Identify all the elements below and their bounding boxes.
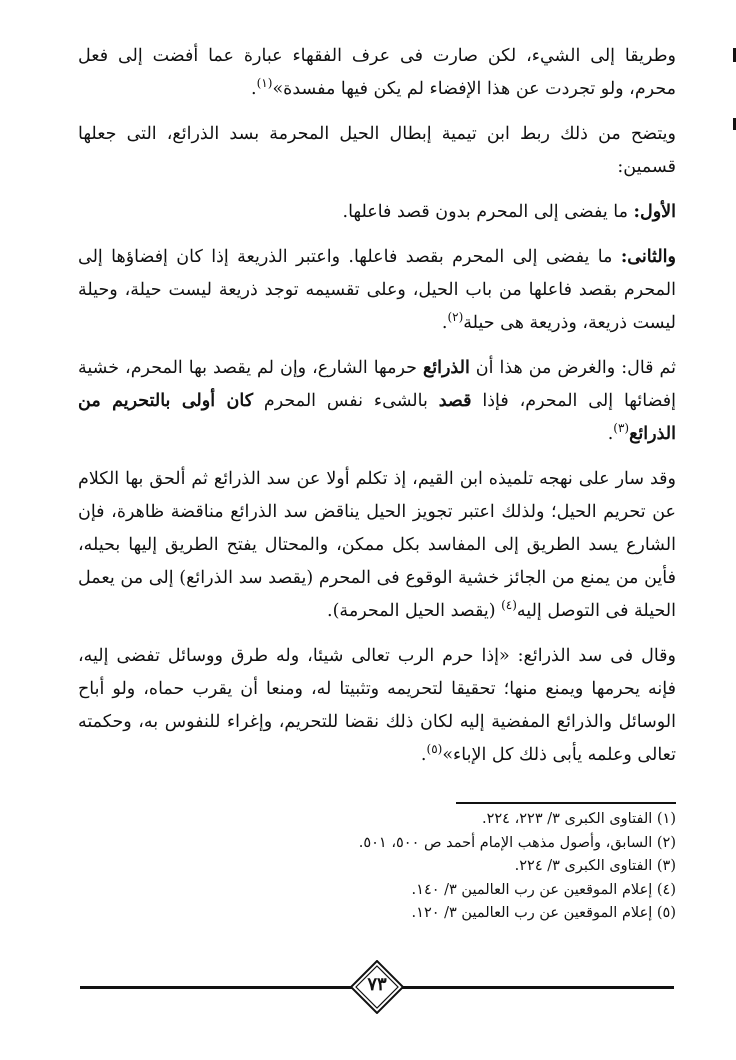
footnote-ref-3[interactable]: (٣) bbox=[613, 421, 630, 436]
paragraph-7-tail: . bbox=[420, 745, 427, 765]
paragraph-2 bbox=[78, 118, 676, 184]
paragraph-3-text: ما يفضى إلى المحرم بدون قصد فاعلها. bbox=[342, 202, 634, 222]
paragraph-2-text: ويتضح من ذلك ربط ابن تيمية إبطال الحيل المحرمة بسد الذرائع، التى جعلها قسمين: bbox=[78, 124, 676, 177]
paragraph-4-tail: . bbox=[441, 313, 448, 333]
paragraph-3-lead: الأول: bbox=[633, 202, 676, 222]
paragraph-6-text: وقد سار على نهجه تلميذه ابن القيم، إذ تكلم أولا عن سد الذرائع ثم ألحق بها الكلام عن تحريم الحيل؛ ولذلك اعتبر تجويز الحيل يناقض سد الذرائع مناقضة ظاهرة، فإن الشارع يسد الطريق إلى المفاسد بكل ممكن، والمحتال يفتح الطريق إليها بحيله، فأين من يمنع من الجائز خشية الوقوع فى المحرم (يقصد سد الذرائع) إلى من يعمل الحيلة فى التوصل إليه bbox=[78, 469, 676, 621]
paragraph-7-text: وقال فى سد الذرائع: «إذا حرم الرب تعالى شيئا، وله طرق ووسائل تفضى إليه، فإنه يحرمها ويمنع منها؛ تحقيقا لتحريمه وتثبيتا له، ومنعا أن يقرب حماه، ولو أباح الوسائل والذرائع المفضية إليه لكان ذلك نقضا للتحريم، وإغراء للنفوس به، وحكمته تعالى وعلمه يأبى ذلك كل الإباء» bbox=[78, 646, 676, 765]
paragraph-4-lead: والثانى: bbox=[620, 247, 676, 267]
paragraph-5-bold-1: الذرائع bbox=[422, 358, 470, 378]
paragraph-6-tail: (يقصد الحيل المحرمة). bbox=[327, 601, 502, 621]
footnote-ref-5[interactable]: (٥) bbox=[426, 742, 443, 757]
paragraph-4-text: ما يفضى إلى المحرم بقصد فاعلها. واعتبر الذريعة إذا كان إفضاؤها إلى المحرم بقصد فاعلها من باب الحيل، وعلى تقسيمه توجد ذريعة ليست حيلة، وحيلة ليست ذريعة، وذريعة هى حيلة bbox=[78, 247, 676, 333]
page-number-ornament bbox=[350, 960, 404, 1014]
footnote-ref-1[interactable]: (١) bbox=[256, 76, 273, 91]
paragraph-7 bbox=[78, 640, 676, 772]
paragraph-5-part-1: ثم قال: والغرض من هذا أن bbox=[469, 358, 676, 378]
paragraph-5 bbox=[78, 352, 676, 451]
footnote-4: (٤) إعلام الموقعين عن رب العالمين ٣/ ١٤٠. bbox=[411, 881, 676, 898]
body-text bbox=[78, 40, 676, 784]
footnote-3: (٣) الفتاوى الكبرى ٣/ ٢٢٤. bbox=[514, 858, 676, 874]
paragraph-3 bbox=[78, 196, 676, 229]
footnote-2: (٢) السابق، وأصول مذهب الإمام أحمد ص ٥٠٠، ٥٠١. bbox=[358, 834, 676, 851]
paragraph-5-part-3: بالشىء نفس المحرم bbox=[253, 391, 439, 411]
paragraph-5-bold-3: كان أولى بالتحريم من الذرائع bbox=[78, 391, 676, 444]
paragraph-6 bbox=[78, 463, 676, 628]
paragraph-5-part-2: حرمها الشارع، وإن لم يقصد بها المحرم، خشية إفضائها إلى المحرم، فإذا bbox=[78, 358, 676, 411]
paragraph-5-tail: . bbox=[607, 424, 614, 444]
paragraph-1-text: وطريقا إلى الشيء، لكن صارت فى عرف الفقهاء عبارة عما أفضت إلى فعل محرم، ولو تجردت عن هذا الإفضاء لم يكن فيها مفسدة» bbox=[78, 46, 676, 99]
footnote-ref-2[interactable]: (٢) bbox=[447, 310, 464, 325]
page-number: ٧٣ bbox=[367, 974, 387, 995]
paragraph-1-tail: . bbox=[251, 79, 257, 99]
footnote-separator bbox=[456, 802, 676, 804]
footnote-ref-4[interactable]: (٤) bbox=[501, 598, 517, 613]
footnotes-list bbox=[200, 808, 676, 926]
footnote-1: (١) الفتاوى الكبرى ٣/ ٢٢٣، ٢٢٤. bbox=[481, 811, 676, 827]
footnote-5: (٥) إعلام الموقعين عن رب العالمين ٣/ ١٢٠. bbox=[411, 905, 676, 921]
paragraph-1 bbox=[78, 40, 676, 106]
paragraph-4 bbox=[78, 241, 676, 340]
paragraph-5-bold-2: قصد bbox=[438, 391, 472, 411]
bottom-rule-right bbox=[402, 986, 674, 989]
bottom-rule-left bbox=[80, 986, 352, 989]
